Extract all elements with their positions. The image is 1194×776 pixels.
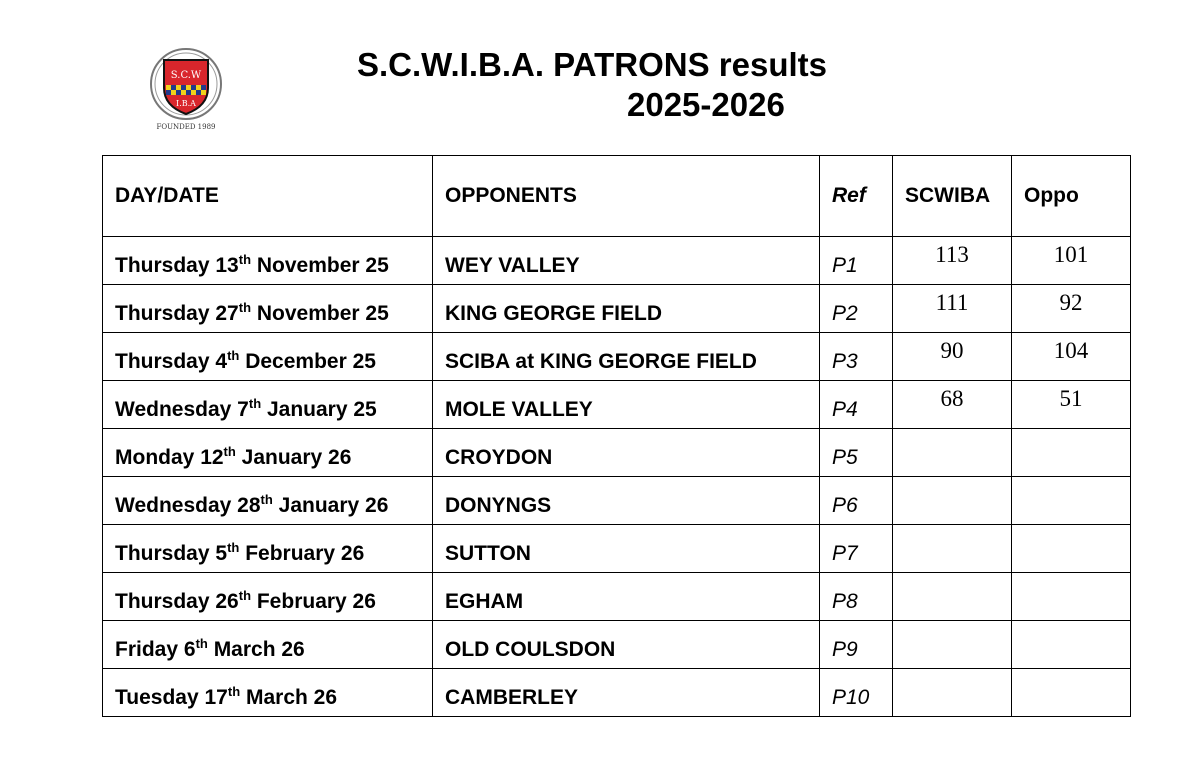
day-number: 17 bbox=[204, 686, 228, 709]
day-number: 27 bbox=[215, 302, 239, 325]
scwiba-score-cell bbox=[893, 669, 1012, 717]
table-row bbox=[103, 525, 1131, 573]
day-name: Tuesday bbox=[115, 686, 199, 709]
month-year: January 26 bbox=[241, 446, 352, 469]
opponent-cell: DONYNGS bbox=[433, 477, 820, 525]
day-number: 28 bbox=[237, 494, 261, 517]
results-table bbox=[102, 155, 1131, 717]
table-row bbox=[103, 333, 1131, 381]
month-year: January 25 bbox=[266, 398, 377, 421]
opponent-cell: CROYDON bbox=[433, 429, 820, 477]
day-name: Wednesday bbox=[115, 494, 232, 517]
opponent-cell: CAMBERLEY bbox=[433, 669, 820, 717]
opponent-cell: MOLE VALLEY bbox=[433, 381, 820, 429]
logo-bottom-text: I.B.A bbox=[176, 99, 196, 108]
day-name: Thursday bbox=[115, 254, 210, 277]
month-year: February 26 bbox=[245, 542, 365, 565]
date-cell bbox=[103, 477, 433, 525]
day-name: Thursday bbox=[115, 350, 210, 373]
season-title: 2025-2026 bbox=[627, 86, 785, 123]
date-cell bbox=[103, 237, 433, 285]
day-number: 13 bbox=[215, 254, 239, 277]
day-number: 6 bbox=[183, 638, 196, 661]
column-header-date: DAY/DATE bbox=[103, 156, 433, 237]
logo-top-text: S.C.W bbox=[170, 70, 202, 81]
table-row bbox=[103, 621, 1131, 669]
ordinal-suffix: th bbox=[248, 396, 262, 411]
day-number: 4 bbox=[215, 350, 228, 373]
scwiba-score-cell bbox=[893, 429, 1012, 477]
scwiba-score-cell: 111 bbox=[893, 285, 1012, 333]
ordinal-suffix: th bbox=[195, 636, 208, 651]
ordinal-suffix: th bbox=[227, 348, 240, 363]
opponent-cell: SUTTON bbox=[433, 525, 820, 573]
column-header-ref: Ref bbox=[820, 156, 893, 237]
ordinal-suffix: th bbox=[227, 540, 240, 555]
month-year: February 26 bbox=[256, 590, 376, 613]
date-cell bbox=[103, 285, 433, 333]
day-name: Monday bbox=[115, 446, 195, 469]
day-name: Thursday bbox=[115, 590, 210, 613]
oppo-score-cell bbox=[1012, 573, 1131, 621]
oppo-score-cell bbox=[1012, 525, 1131, 573]
date-cell bbox=[103, 669, 433, 717]
day-number: 7 bbox=[237, 398, 249, 421]
day-name: Wednesday bbox=[115, 398, 232, 421]
ordinal-suffix: th bbox=[238, 252, 252, 267]
month-year: November 25 bbox=[256, 302, 389, 325]
oppo-score-cell bbox=[1012, 477, 1131, 525]
oppo-score-cell: 101 bbox=[1012, 237, 1131, 285]
date-cell bbox=[103, 525, 433, 573]
ordinal-suffix: th bbox=[238, 588, 252, 603]
day-name: Thursday bbox=[115, 302, 210, 325]
date-cell bbox=[103, 621, 433, 669]
scwiba-score-cell bbox=[893, 573, 1012, 621]
table-row bbox=[103, 285, 1131, 333]
ref-cell: P2 bbox=[820, 285, 893, 333]
oppo-score-cell: 92 bbox=[1012, 285, 1131, 333]
month-year: March 26 bbox=[213, 638, 305, 661]
opponent-cell: WEY VALLEY bbox=[433, 237, 820, 285]
scwiba-score-cell bbox=[893, 525, 1012, 573]
month-year: December 25 bbox=[245, 350, 376, 373]
month-year: March 26 bbox=[245, 686, 338, 709]
day-number: 26 bbox=[215, 590, 239, 613]
scwiba-score-cell: 68 bbox=[893, 381, 1012, 429]
ref-cell: P1 bbox=[820, 237, 893, 285]
oppo-score-cell: 104 bbox=[1012, 333, 1131, 381]
date-cell bbox=[103, 333, 433, 381]
ref-cell: P6 bbox=[820, 477, 893, 525]
day-number: 5 bbox=[215, 542, 228, 565]
header-row bbox=[103, 156, 1131, 237]
column-header-opponents: OPPONENTS bbox=[433, 156, 820, 237]
oppo-score-cell bbox=[1012, 669, 1131, 717]
ref-cell: P9 bbox=[820, 621, 893, 669]
ref-cell: P3 bbox=[820, 333, 893, 381]
day-name: Friday bbox=[115, 638, 179, 661]
column-header-oppo: Oppo bbox=[1012, 156, 1131, 237]
opponent-cell: OLD COULSDON bbox=[433, 621, 820, 669]
ref-cell: P8 bbox=[820, 573, 893, 621]
ordinal-suffix: th bbox=[227, 684, 241, 699]
oppo-score-cell bbox=[1012, 621, 1131, 669]
opponent-cell: KING GEORGE FIELD bbox=[433, 285, 820, 333]
opponent-cell: SCIBA at KING GEORGE FIELD bbox=[433, 333, 820, 381]
month-year: January 26 bbox=[278, 494, 389, 517]
ref-cell: P10 bbox=[820, 669, 893, 717]
table-row bbox=[103, 477, 1131, 525]
date-cell bbox=[103, 381, 433, 429]
club-crest-icon bbox=[146, 48, 226, 134]
ordinal-suffix: th bbox=[238, 300, 252, 315]
ref-cell: P7 bbox=[820, 525, 893, 573]
page-title: S.C.W.I.B.A. PATRONS results bbox=[357, 46, 828, 83]
opponent-cell: EGHAM bbox=[433, 573, 820, 621]
day-number: 12 bbox=[200, 446, 224, 469]
table-row bbox=[103, 381, 1131, 429]
logo-founded-text: FOUNDED 1989 bbox=[156, 123, 216, 131]
ref-cell: P4 bbox=[820, 381, 893, 429]
scwiba-score-cell: 113 bbox=[893, 237, 1012, 285]
club-logo bbox=[146, 48, 226, 134]
scwiba-score-cell bbox=[893, 477, 1012, 525]
ordinal-suffix: th bbox=[260, 492, 273, 507]
table-row bbox=[103, 237, 1131, 285]
table-row bbox=[103, 429, 1131, 477]
scwiba-score-cell: 90 bbox=[893, 333, 1012, 381]
column-header-scwiba: SCWIBA bbox=[893, 156, 1012, 237]
ref-cell: P5 bbox=[820, 429, 893, 477]
month-year: November 25 bbox=[256, 254, 389, 277]
table-row bbox=[103, 573, 1131, 621]
scwiba-score-cell bbox=[893, 621, 1012, 669]
date-cell bbox=[103, 573, 433, 621]
oppo-score-cell: 51 bbox=[1012, 381, 1131, 429]
oppo-score-cell bbox=[1012, 429, 1131, 477]
ordinal-suffix: th bbox=[223, 444, 236, 459]
date-cell bbox=[103, 429, 433, 477]
day-name: Thursday bbox=[115, 542, 210, 565]
table-row bbox=[103, 669, 1131, 717]
